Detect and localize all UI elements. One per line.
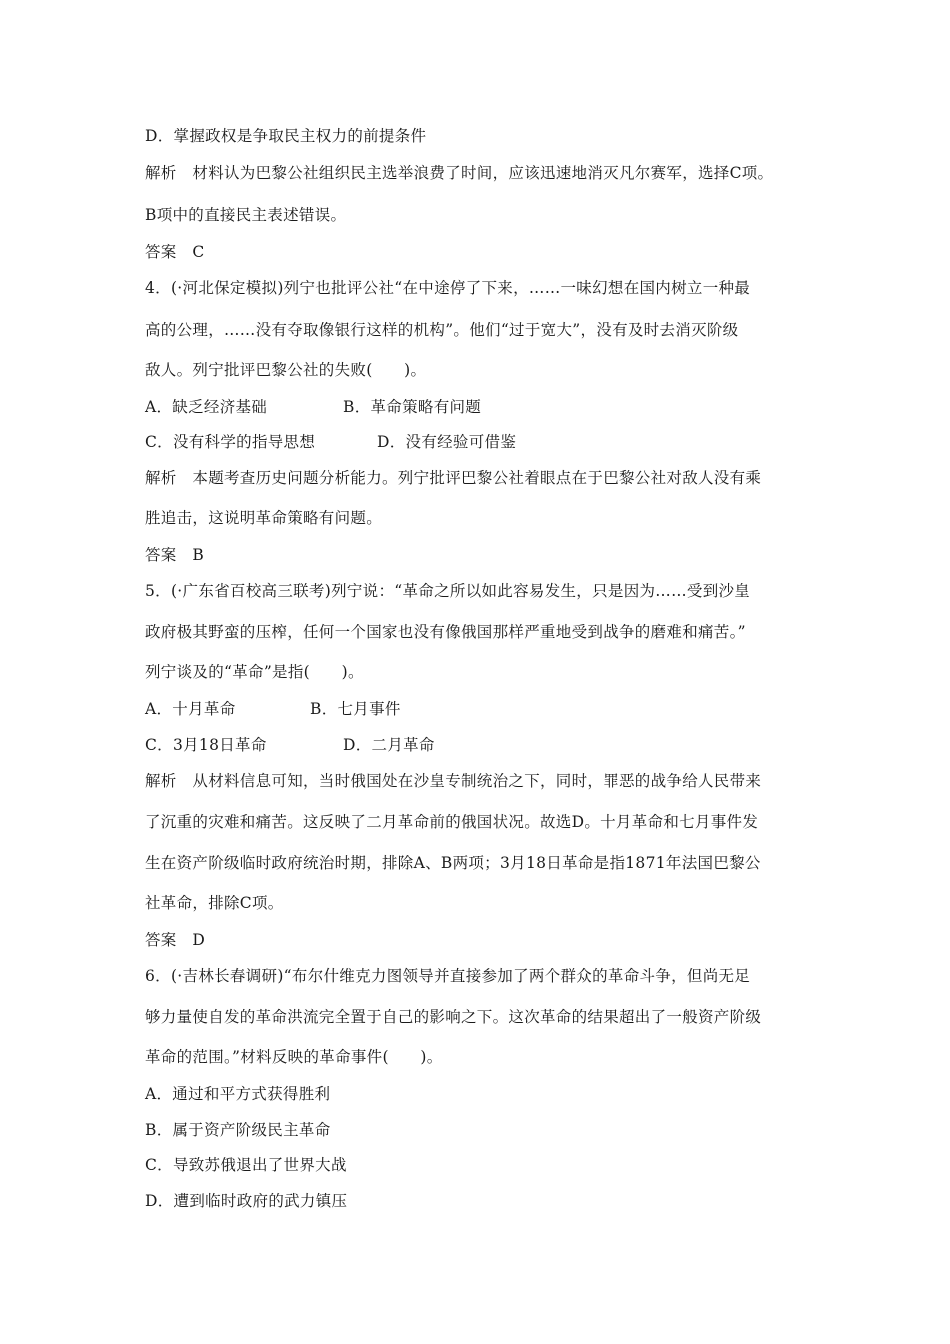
option-c-q6: C．导致苏俄退出了世界大战	[145, 1156, 347, 1174]
analysis-q5-line4: 社革命，排除C项。	[145, 894, 284, 912]
question-4-line1: 4．(·河北保定模拟)列宁也批评公社“在中途停了下来，……一味幻想在国内树立一种最	[145, 279, 751, 297]
question-5-line1: 5．(·广东省百校高三联考)列宁说：“革命之所以如此容易发生，只是因为……受到沙皇	[145, 582, 751, 600]
analysis-q4-line2: 胜追击，这说明革命策略有问题。	[145, 509, 383, 527]
question-4-line3: 敌人。列宁批评巴黎公社的失败( )。	[145, 361, 427, 379]
analysis-q5-line3: 生在资产阶级临时政府统治时期，排除A、B两项；3月18日革命是指1871年法国巴黎公	[145, 854, 761, 872]
analysis-q4-line1: 解析 本题考查历史问题分析能力。列宁批评巴黎公社着眼点在于巴黎公社对敌人没有乘	[145, 469, 762, 487]
option-a-q4: A．缺乏经济基础	[145, 398, 268, 416]
option-b-q4: B．革命策略有问题	[343, 398, 482, 416]
option-d-q4: D．没有经验可借鉴	[377, 433, 517, 451]
option-d-q5: D．二月革命	[343, 736, 435, 754]
question-5-line3: 列宁谈及的“革命”是指( )。	[145, 663, 364, 681]
analysis-q3-line1: 解析 材料认为巴黎公社组织民主选举浪费了时间，应该迅速地消灭凡尔赛军，选择C项。	[145, 164, 774, 182]
question-6-line1: 6．(·吉林长春调研)“布尔什维克力图领导并直接参加了两个群众的革命斗争，但尚无足	[145, 967, 751, 985]
option-a-q6: A．通过和平方式获得胜利	[145, 1085, 331, 1103]
option-c-q4: C．没有科学的指导思想	[145, 433, 316, 451]
option-a-q5: A．十月革命	[145, 700, 236, 718]
question-6-line2: 够力量使自发的革命洪流完全置于自己的影响之下。这次革命的结果超出了一般资产阶级	[145, 1008, 762, 1026]
answer-q5: 答案 D	[145, 931, 206, 949]
option-c-q5: C．3月18日革命	[145, 736, 267, 754]
answer-q4: 答案 B	[145, 546, 205, 564]
option-d-q3: D．掌握政权是争取民主权力的前提条件	[145, 127, 427, 145]
analysis-q3-line2: B项中的直接民主表述错误。	[145, 206, 347, 224]
answer-q3: 答案 C	[145, 243, 205, 261]
analysis-q5-line2: 了沉重的灾难和痛苦。这反映了二月革命前的俄国状况。故选D。十月革命和七月事件发	[145, 813, 759, 831]
question-6-line3: 革命的范围。”材料反映的革命事件( )。	[145, 1048, 443, 1066]
option-d-q6: D．遭到临时政府的武力镇压	[145, 1192, 348, 1210]
question-4-line2: 高的公理，……没有夺取像银行这样的机构”。他们“过于宽大”，没有及时去消灭阶级	[145, 321, 739, 339]
option-b-q6: B．属于资产阶级民主革命	[145, 1121, 331, 1139]
analysis-q5-line1: 解析 从材料信息可知，当时俄国处在沙皇专制统治之下，同时，罪恶的战争给人民带来	[145, 772, 762, 790]
question-5-line2: 政府极其野蛮的压榨，任何一个国家也没有像俄国那样严重地受到战争的磨难和痛苦。”	[145, 623, 746, 641]
option-b-q5: B．七月事件	[310, 700, 401, 718]
